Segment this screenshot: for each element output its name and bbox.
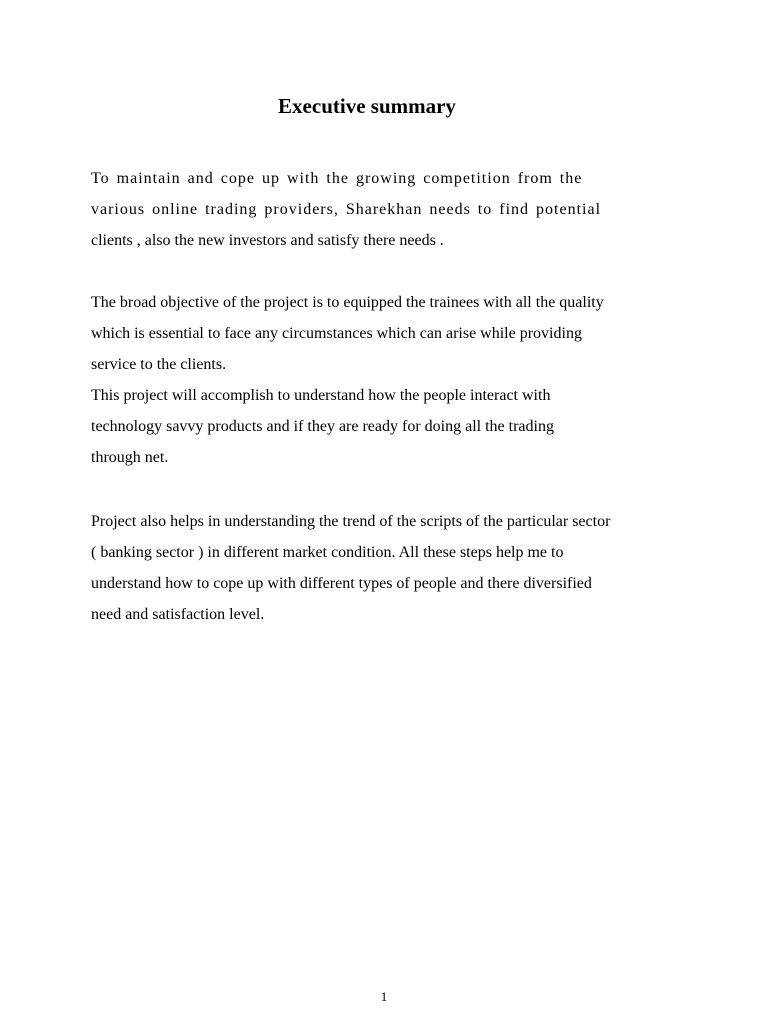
page-title: Executive summary (278, 94, 456, 118)
paragraph-2-line-5: technology savvy products and if they are ready for doing all the trading (91, 418, 554, 435)
paragraph-2-line-1: The broad objective of the project is to equipped the trainees with all the quality (91, 294, 604, 311)
paragraph-1-line-1: To maintain and cope up with the growing competition from the (91, 170, 583, 187)
paragraph-2-line-4: This project will accomplish to understand how the people interact with (91, 387, 551, 404)
paragraph-1-line-3: clients , also the new investors and satisfy there needs . (91, 232, 444, 249)
paragraph-3-line-3: understand how to cope up with different types of people and there diversified (91, 575, 592, 592)
page-number: 1 (380, 989, 388, 1004)
paragraph-3-line-2: ( banking sector ) in different market condition. All these steps help me to (91, 544, 564, 561)
paragraph-3-line-4: need and satisfaction level. (91, 606, 265, 623)
paragraph-1-line-2: various online trading providers, Sharekhan needs to find potential (91, 201, 602, 218)
paragraph-2-line-3: service to the clients. (91, 356, 227, 373)
paragraph-2-line-2: which is essential to face any circumstances which can arise while providing (91, 325, 582, 342)
paragraph-3-line-1: Project also helps in understanding the trend of the scripts of the particular sector (91, 513, 611, 530)
paragraph-2-line-6: through net. (91, 449, 169, 466)
